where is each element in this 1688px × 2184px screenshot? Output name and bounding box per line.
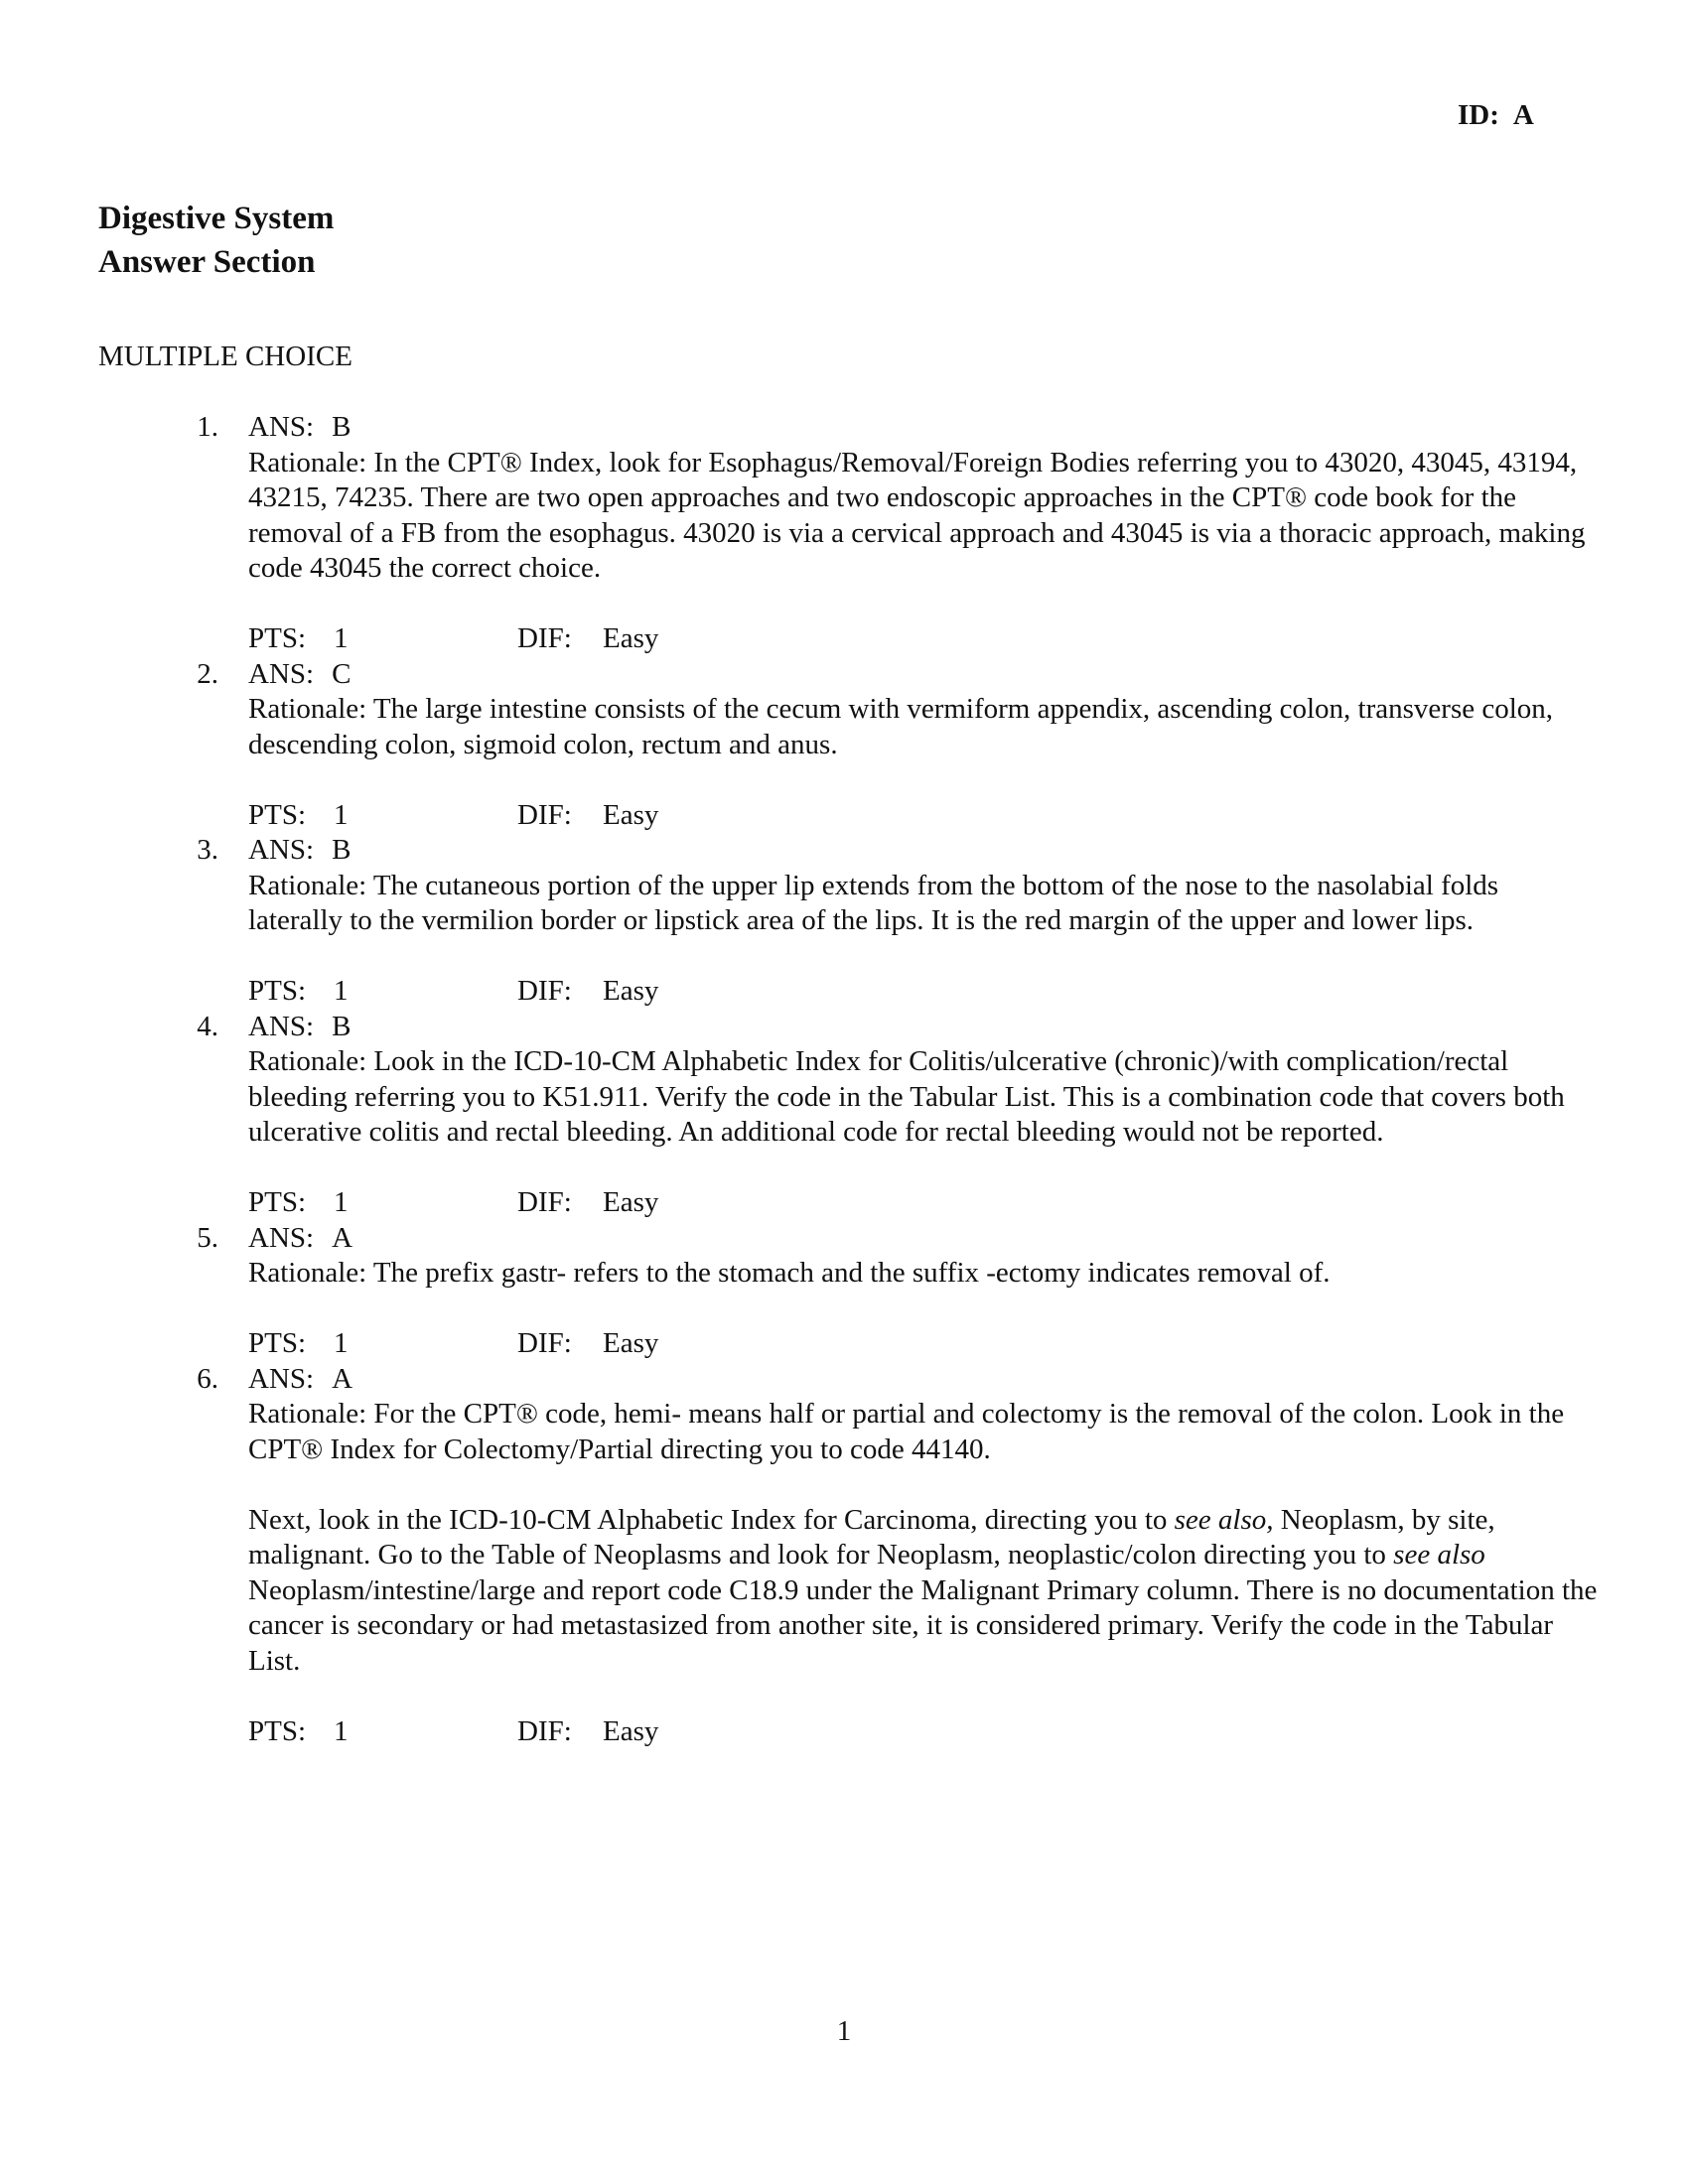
difficulty-value: Easy (603, 1714, 659, 1747)
emphasis-text: see also, (1174, 1503, 1274, 1536)
page-id (1458, 99, 1534, 132)
answer-value: B (332, 411, 352, 443)
difficulty-label: DIF: (517, 1327, 572, 1359)
rationale-paragraph (248, 446, 1599, 587)
answer-line (0, 1362, 1688, 1398)
points-label: PTS: (248, 1327, 307, 1359)
rationale (248, 692, 1599, 762)
answer-value: C (332, 657, 352, 690)
answer-line (0, 410, 1688, 446)
title-line-2: Answer Section (98, 244, 316, 280)
answer-line (0, 833, 1688, 869)
scoring-line (0, 974, 1688, 1010)
question-number: 5. (197, 1221, 218, 1254)
points-label: PTS: (248, 975, 307, 1007)
answer (248, 410, 351, 446)
id-label: ID: (1458, 99, 1499, 131)
rationale-text: Rationale: In the CPT® Index, look for Esophagus/Removal/Foreign Bodies referring you to 43020, 43045, 43194, 43215, 74235. There are two open approaches and two endoscopic approaches in the CPT® code book for the removal of a FB from the esophagus. 43020 is via a cervical approach and 43045 is via a thoracic approach, making code 43045 the correct choice. (248, 446, 1586, 584)
points-value: 1 (334, 798, 349, 831)
answer-value: A (332, 1362, 353, 1395)
difficulty-label: DIF: (517, 975, 572, 1007)
rationale (248, 1256, 1599, 1292)
points-value: 1 (334, 1327, 349, 1359)
points-label: PTS: (248, 1714, 307, 1747)
answer-value: B (332, 1010, 352, 1042)
rationale (248, 446, 1599, 587)
difficulty-label: DIF: (517, 622, 572, 654)
rationale-text: Rationale: The large intestine consists of the cecum with vermiform appendix, ascending colon, transverse colon, descending colon, sigmoid colon, rectum and anus. (248, 693, 1554, 760)
answer (248, 1010, 351, 1045)
answer-label: ANS: (248, 1362, 315, 1395)
answer-list (0, 410, 1688, 1749)
scoring-line (0, 1185, 1688, 1221)
rationale-paragraph (248, 869, 1599, 939)
emphasis-text: see also (1393, 1539, 1485, 1570)
title-line-1: Digestive System (98, 201, 335, 236)
points-value: 1 (334, 975, 349, 1007)
difficulty-label: DIF: (517, 1186, 572, 1218)
scoring-line (0, 1326, 1688, 1362)
difficulty-label: DIF: (517, 798, 572, 831)
rationale (248, 1397, 1599, 1679)
rationale-text: Neoplasm, by site, malignant. Go to the Table of Neoplasms and look for Neoplasm, neoplastic/colon directing you to (248, 1503, 1495, 1570)
scoring-line (0, 798, 1688, 834)
answer-value: B (332, 834, 352, 866)
rationale-paragraph (248, 1256, 1599, 1292)
rationale-text: Rationale: For the CPT® code, hemi- means half or partial and colectomy is the removal of the colon. Look in the CPT® Index for Colectomy/Partial directing you to code 44140. (248, 1398, 1565, 1465)
points-value: 1 (334, 622, 349, 654)
rationale (248, 869, 1599, 939)
answer (248, 833, 351, 869)
question-number: 1. (197, 411, 218, 443)
document-title (98, 197, 334, 284)
points-label: PTS: (248, 798, 307, 831)
answer (248, 1362, 352, 1398)
points-label: PTS: (248, 1186, 307, 1218)
rationale-paragraph (248, 1044, 1599, 1151)
question-item (0, 833, 1688, 1010)
page-number: 1 (836, 2015, 852, 2047)
answer (248, 1221, 352, 1257)
answer-label: ANS: (248, 1221, 315, 1254)
rationale-text: Next, look in the ICD-10-CM Alphabetic Index for Carcinoma, directing you to (248, 1503, 1175, 1536)
question-item (0, 1010, 1688, 1221)
rationale-text: Rationale: The prefix gastr- refers to the stomach and the suffix -ectomy indicates removal of. (248, 1257, 1331, 1289)
difficulty-value: Easy (603, 798, 659, 831)
difficulty-value: Easy (603, 622, 659, 654)
answer-label: ANS: (248, 657, 315, 690)
rationale (248, 1044, 1599, 1151)
points-value: 1 (334, 1714, 349, 1747)
difficulty-value: Easy (603, 975, 659, 1007)
difficulty-label: DIF: (517, 1714, 572, 1747)
rationale-text: Rationale: The cutaneous portion of the upper lip extends from the bottom of the nose to the nasolabial folds laterally to the vermilion border or lipstick area of the lips. It is the red margin of the upper and lower lips. (248, 869, 1499, 936)
rationale-text: Neoplasm/intestine/large and report code C18.9 under the Malignant Primary column. There is no documentation the cancer is secondary or had metastasized from another site, it is considered primary. Verify the code in the Tabular List. (248, 1573, 1598, 1677)
question-number: 6. (197, 1362, 218, 1395)
answer-line (0, 1221, 1688, 1257)
question-item (0, 1221, 1688, 1362)
question-number: 2. (197, 657, 218, 690)
scoring-line (0, 621, 1688, 657)
question-item (0, 657, 1688, 834)
answer (248, 657, 351, 693)
rationale-paragraph (248, 1397, 1599, 1467)
answer-value: A (332, 1221, 353, 1254)
answer-line (0, 1010, 1688, 1045)
answer-line (0, 657, 1688, 693)
rationale-paragraph (248, 692, 1599, 762)
difficulty-value: Easy (603, 1327, 659, 1359)
id-value: A (1512, 99, 1534, 131)
answer-label: ANS: (248, 1010, 315, 1042)
points-label: PTS: (248, 622, 307, 654)
scoring-line (0, 1714, 1688, 1750)
rationale-text: Rationale: Look in the ICD-10-CM Alphabetic Index for Colitis/ulcerative (chronic)/with complication/rectal bleeding referring you to K51.911. Verify the code in the Tabular List. This is a combination code that covers both ulcerative colitis and rectal bleeding. An additional code for rectal bleeding would not be reported. (248, 1045, 1565, 1148)
question-item (0, 410, 1688, 657)
points-value: 1 (334, 1186, 349, 1218)
answer-label: ANS: (248, 411, 315, 443)
difficulty-value: Easy (603, 1186, 659, 1218)
section-heading: MULTIPLE CHOICE (98, 341, 352, 372)
question-number: 4. (197, 1010, 218, 1042)
rationale-paragraph (248, 1503, 1599, 1680)
question-number: 3. (197, 834, 218, 866)
question-item (0, 1362, 1688, 1750)
answer-label: ANS: (248, 834, 315, 866)
